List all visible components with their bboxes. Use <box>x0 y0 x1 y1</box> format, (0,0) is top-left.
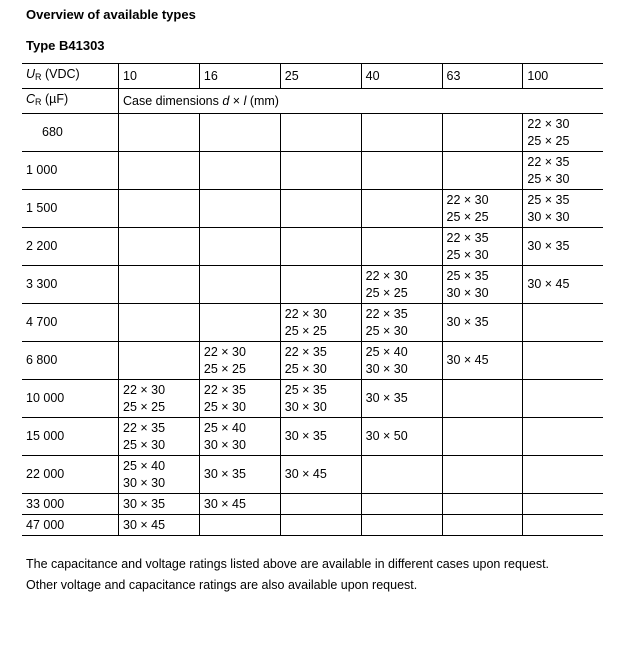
dimension-cell <box>199 515 280 536</box>
capacitance-cell: 680 <box>22 114 119 152</box>
dimension-value: 22 × 35 <box>446 230 489 245</box>
dimension-value: 22 × 30 <box>284 306 327 321</box>
voltage-25: 25 <box>280 64 361 89</box>
dimension-cell <box>199 190 280 228</box>
case-dimensions-header: Case dimensions d × l (mm) <box>119 89 604 114</box>
dimension-cell <box>199 342 280 380</box>
table-row <box>22 515 603 536</box>
dimension-cell <box>199 114 280 152</box>
voltage-100: 100 <box>523 64 603 89</box>
dimension-value: 25 × 25 <box>527 133 570 148</box>
dimension-value: 30 × 35 <box>284 429 327 443</box>
dimension-cell <box>361 114 442 152</box>
dimension-cell <box>523 228 603 266</box>
dimension-cell <box>442 380 523 418</box>
dimension-value: 30 × 45 <box>284 467 327 481</box>
dimension-cell <box>280 190 361 228</box>
dimension-cell <box>442 342 523 380</box>
dimension-cell <box>280 228 361 266</box>
dimension-value: 30 × 30 <box>203 437 246 452</box>
dimension-cell <box>119 342 200 380</box>
dimension-value: 25 × 30 <box>203 399 246 414</box>
table-row <box>22 114 603 152</box>
table-row <box>22 342 603 380</box>
dimension-value: 22 × 30 <box>203 344 246 359</box>
dimension-value: 30 × 45 <box>446 353 489 367</box>
dimension-value: 25 × 35 <box>446 268 489 283</box>
dimension-value: 30 × 35 <box>123 496 166 511</box>
dimension-cell <box>119 266 200 304</box>
dimension-cell <box>119 304 200 342</box>
dimension-value: 22 × 30 <box>527 116 570 131</box>
dimension-value: 22 × 35 <box>365 306 408 321</box>
types-table <box>22 63 603 536</box>
cr-header: $C_R$ (µF) <box>22 89 119 114</box>
dimension-cell <box>280 380 361 418</box>
dimension-cell <box>523 342 603 380</box>
table-row <box>22 456 603 494</box>
dimension-cell <box>361 304 442 342</box>
dimension-cell <box>442 228 523 266</box>
voltage-10: 10 <box>119 64 200 89</box>
dimension-cell <box>280 515 361 536</box>
dimension-value: 30 × 30 <box>365 361 408 376</box>
dimension-value: 25 × 25 <box>365 285 408 300</box>
dimension-value: 22 × 35 <box>203 382 246 397</box>
dimension-cell <box>523 266 603 304</box>
dimension-value: 30 × 35 <box>203 467 246 481</box>
table-row <box>22 304 603 342</box>
dimension-value: 22 × 35 <box>284 344 327 359</box>
dimension-cell <box>442 494 523 515</box>
dimension-cell <box>199 494 280 515</box>
dimension-cell <box>523 190 603 228</box>
dimension-cell <box>523 494 603 515</box>
dimension-value: 30 × 35 <box>446 315 489 329</box>
dimension-cell <box>361 456 442 494</box>
dimension-cell <box>280 266 361 304</box>
dimension-cell <box>119 380 200 418</box>
capacitance-cell: 10 000 <box>22 380 119 418</box>
dimension-value: 25 × 30 <box>446 247 489 262</box>
capacitance-header-row <box>22 89 603 114</box>
dimension-cell <box>442 304 523 342</box>
dimension-cell <box>119 494 200 515</box>
dimension-cell <box>119 114 200 152</box>
dimension-cell <box>523 418 603 456</box>
dimension-value: 25 × 30 <box>284 361 327 376</box>
dimension-cell <box>199 228 280 266</box>
dimension-cell <box>523 152 603 190</box>
dimension-cell <box>199 152 280 190</box>
dimension-cell <box>199 304 280 342</box>
dimension-cell <box>361 152 442 190</box>
dimension-cell <box>119 152 200 190</box>
dimension-value: 25 × 25 <box>284 323 327 338</box>
capacitance-cell: 47 000 <box>22 515 119 536</box>
dimension-cell <box>119 190 200 228</box>
dimension-value: 30 × 50 <box>365 429 408 443</box>
dimension-value: 25 × 40 <box>365 344 408 359</box>
dimension-cell <box>199 380 280 418</box>
dimension-value: 25 × 25 <box>446 209 489 224</box>
dimension-cell <box>119 515 200 536</box>
dimension-value: 22 × 30 <box>446 192 489 207</box>
dimension-cell <box>442 114 523 152</box>
dimension-value: 25 × 35 <box>527 192 570 207</box>
dimension-cell <box>361 515 442 536</box>
dimension-value: 30 × 35 <box>527 239 570 253</box>
dimension-cell <box>523 114 603 152</box>
dimension-value: 30 × 35 <box>365 391 408 405</box>
capacitance-cell: 1 000 <box>22 152 119 190</box>
dimension-cell <box>199 456 280 494</box>
table-row <box>22 380 603 418</box>
dimension-cell <box>523 304 603 342</box>
dimension-value: 30 × 30 <box>284 399 327 414</box>
dimension-cell <box>361 266 442 304</box>
dimension-cell <box>119 228 200 266</box>
dimension-value: 25 × 25 <box>123 399 166 414</box>
dimension-value: 22 × 30 <box>123 382 166 397</box>
dimension-cell <box>280 304 361 342</box>
dimension-value: 30 × 30 <box>446 285 489 300</box>
dimension-value: 25 × 25 <box>203 361 246 376</box>
dimension-cell <box>361 342 442 380</box>
dimension-cell <box>442 266 523 304</box>
dimension-value: 25 × 40 <box>123 458 166 473</box>
capacitance-cell: 3 300 <box>22 266 119 304</box>
capacitance-cell: 33 000 <box>22 494 119 515</box>
note-1: The capacitance and voltage ratings listed above are available in different cases upon request. <box>26 557 550 571</box>
voltage-16: 16 <box>199 64 280 89</box>
dimension-value: 30 × 45 <box>123 517 166 532</box>
dimension-cell <box>280 494 361 515</box>
dimension-cell <box>199 266 280 304</box>
dimension-cell <box>523 515 603 536</box>
dimension-cell <box>280 342 361 380</box>
dimension-cell <box>442 190 523 228</box>
dimension-cell <box>442 515 523 536</box>
dimension-value: 30 × 45 <box>527 277 570 291</box>
capacitance-cell: 1 500 <box>22 190 119 228</box>
table-row <box>22 494 603 515</box>
dimension-cell <box>119 418 200 456</box>
table-row <box>22 418 603 456</box>
dimension-cell <box>361 418 442 456</box>
dimension-cell <box>442 152 523 190</box>
dimension-value: 22 × 35 <box>123 420 166 435</box>
dimension-cell <box>280 114 361 152</box>
dimension-cell <box>361 494 442 515</box>
table-row <box>22 266 603 304</box>
dimension-cell <box>442 418 523 456</box>
dimension-value: 25 × 30 <box>527 171 570 186</box>
dimension-cell <box>442 456 523 494</box>
section-title: Overview of available types <box>26 7 196 22</box>
dimension-cell <box>280 418 361 456</box>
ur-header: $U_R$ (VDC) <box>22 64 119 89</box>
dimension-cell <box>199 418 280 456</box>
capacitance-cell: 2 200 <box>22 228 119 266</box>
dimension-value: 30 × 45 <box>203 496 246 511</box>
capacitance-cell: 4 700 <box>22 304 119 342</box>
dimension-value: 25 × 40 <box>203 420 246 435</box>
voltage-63: 63 <box>442 64 523 89</box>
table-row <box>22 190 603 228</box>
voltage-header-row <box>22 64 603 89</box>
dimension-cell <box>280 456 361 494</box>
dimension-value: 30 × 30 <box>527 209 570 224</box>
capacitance-cell: 22 000 <box>22 456 119 494</box>
dimension-value: 30 × 30 <box>123 475 166 490</box>
dimension-cell <box>361 228 442 266</box>
dimension-cell <box>361 380 442 418</box>
dimension-value: 22 × 30 <box>365 268 408 283</box>
dimension-cell <box>361 190 442 228</box>
table-row <box>22 152 603 190</box>
dimension-cell <box>280 152 361 190</box>
capacitance-cell: 15 000 <box>22 418 119 456</box>
voltage-40: 40 <box>361 64 442 89</box>
dimension-cell <box>523 380 603 418</box>
dimension-cell <box>523 456 603 494</box>
dimension-value: 25 × 35 <box>284 382 327 397</box>
dimension-value: 25 × 30 <box>123 437 166 452</box>
table-row <box>22 228 603 266</box>
dimension-value: 25 × 30 <box>365 323 408 338</box>
note-2: Other voltage and capacitance ratings are also available upon request. <box>26 578 418 592</box>
capacitance-cell: 6 800 <box>22 342 119 380</box>
type-title: Type B41303 <box>26 38 105 53</box>
dimension-value: 22 × 35 <box>527 154 570 169</box>
dimension-cell <box>119 456 200 494</box>
